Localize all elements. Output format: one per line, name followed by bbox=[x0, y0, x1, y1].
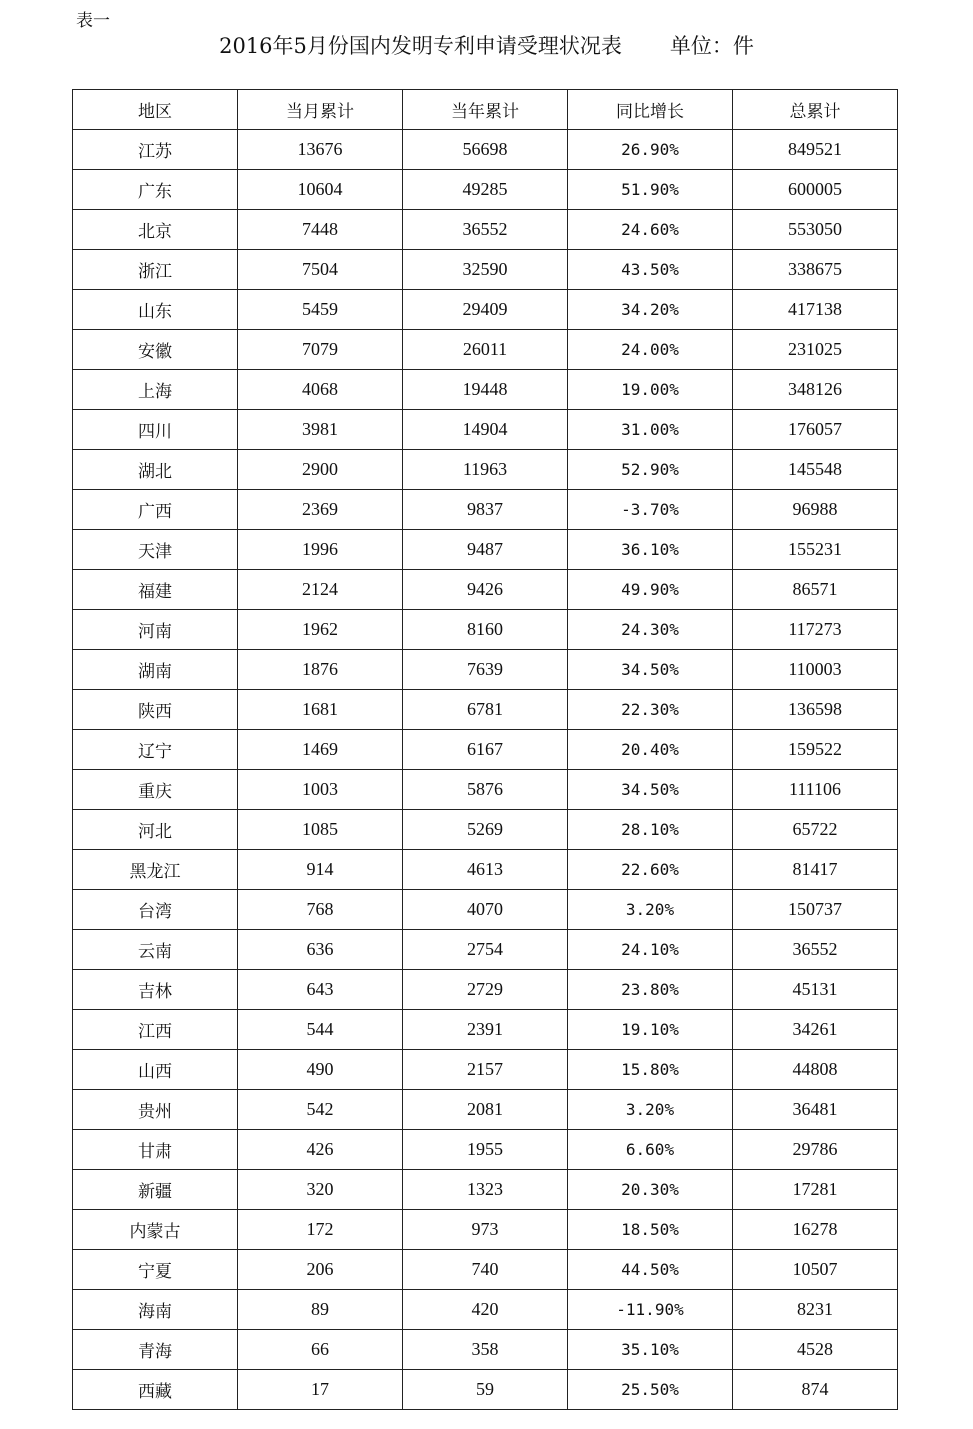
cell-month-total: 1962 bbox=[238, 610, 403, 650]
cell-region: 黑龙江 bbox=[73, 850, 238, 890]
cell-year-total: 420 bbox=[403, 1290, 568, 1330]
cell-region: 北京 bbox=[73, 210, 238, 250]
cell-yoy-growth: 20.30% bbox=[568, 1170, 733, 1210]
cell-region: 河南 bbox=[73, 610, 238, 650]
cell-region: 西藏 bbox=[73, 1370, 238, 1410]
cell-yoy-growth: 3.20% bbox=[568, 1090, 733, 1130]
table-row bbox=[73, 690, 898, 730]
cell-region: 甘肃 bbox=[73, 1130, 238, 1170]
cell-region: 福建 bbox=[73, 570, 238, 610]
cell-month-total: 3981 bbox=[238, 410, 403, 450]
header-month-total: 当月累计 bbox=[238, 90, 403, 130]
cell-grand-total: 849521 bbox=[733, 130, 898, 170]
cell-grand-total: 117273 bbox=[733, 610, 898, 650]
cell-month-total: 7079 bbox=[238, 330, 403, 370]
table-row bbox=[73, 1370, 898, 1410]
cell-region: 云南 bbox=[73, 930, 238, 970]
cell-grand-total: 150737 bbox=[733, 890, 898, 930]
cell-year-total: 2081 bbox=[403, 1090, 568, 1130]
cell-year-total: 1323 bbox=[403, 1170, 568, 1210]
header-yoy-growth: 同比增长 bbox=[568, 90, 733, 130]
table-row bbox=[73, 570, 898, 610]
cell-region: 河北 bbox=[73, 810, 238, 850]
table-row bbox=[73, 1210, 898, 1250]
cell-yoy-growth: 24.60% bbox=[568, 210, 733, 250]
cell-region: 辽宁 bbox=[73, 730, 238, 770]
table-row bbox=[73, 930, 898, 970]
table-row bbox=[73, 1050, 898, 1090]
table-row bbox=[73, 970, 898, 1010]
cell-year-total: 740 bbox=[403, 1250, 568, 1290]
cell-yoy-growth: 43.50% bbox=[568, 250, 733, 290]
table-row bbox=[73, 1010, 898, 1050]
cell-month-total: 544 bbox=[238, 1010, 403, 1050]
cell-yoy-growth: 44.50% bbox=[568, 1250, 733, 1290]
cell-year-total: 6781 bbox=[403, 690, 568, 730]
cell-region: 湖北 bbox=[73, 450, 238, 490]
table-header-row bbox=[73, 90, 898, 130]
cell-grand-total: 36481 bbox=[733, 1090, 898, 1130]
cell-grand-total: 553050 bbox=[733, 210, 898, 250]
cell-year-total: 29409 bbox=[403, 290, 568, 330]
cell-yoy-growth: 35.10% bbox=[568, 1330, 733, 1370]
cell-year-total: 8160 bbox=[403, 610, 568, 650]
table-row bbox=[73, 450, 898, 490]
cell-grand-total: 155231 bbox=[733, 530, 898, 570]
cell-year-total: 2754 bbox=[403, 930, 568, 970]
cell-yoy-growth: 18.50% bbox=[568, 1210, 733, 1250]
cell-region: 天津 bbox=[73, 530, 238, 570]
cell-region: 陕西 bbox=[73, 690, 238, 730]
cell-yoy-growth: 34.50% bbox=[568, 770, 733, 810]
cell-yoy-growth: 22.30% bbox=[568, 690, 733, 730]
cell-month-total: 1469 bbox=[238, 730, 403, 770]
cell-month-total: 542 bbox=[238, 1090, 403, 1130]
cell-year-total: 14904 bbox=[403, 410, 568, 450]
cell-month-total: 490 bbox=[238, 1050, 403, 1090]
title-text: 2016年5月份国内发明专利申请受理状况表 bbox=[219, 34, 622, 58]
table-row bbox=[73, 730, 898, 770]
table-row bbox=[73, 1250, 898, 1290]
page-title bbox=[0, 30, 973, 60]
cell-grand-total: 96988 bbox=[733, 490, 898, 530]
cell-region: 安徽 bbox=[73, 330, 238, 370]
table-row bbox=[73, 1170, 898, 1210]
cell-region: 浙江 bbox=[73, 250, 238, 290]
table-row bbox=[73, 370, 898, 410]
cell-grand-total: 159522 bbox=[733, 730, 898, 770]
cell-yoy-growth: 6.60% bbox=[568, 1130, 733, 1170]
cell-grand-total: 16278 bbox=[733, 1210, 898, 1250]
cell-yoy-growth: 24.00% bbox=[568, 330, 733, 370]
cell-month-total: 1003 bbox=[238, 770, 403, 810]
table-row bbox=[73, 890, 898, 930]
cell-month-total: 1681 bbox=[238, 690, 403, 730]
cell-region: 吉林 bbox=[73, 970, 238, 1010]
table-label: 表一 bbox=[76, 11, 110, 31]
cell-year-total: 19448 bbox=[403, 370, 568, 410]
cell-year-total: 7639 bbox=[403, 650, 568, 690]
cell-month-total: 426 bbox=[238, 1130, 403, 1170]
cell-grand-total: 874 bbox=[733, 1370, 898, 1410]
cell-region: 内蒙古 bbox=[73, 1210, 238, 1250]
cell-month-total: 1876 bbox=[238, 650, 403, 690]
table-row bbox=[73, 210, 898, 250]
cell-month-total: 172 bbox=[238, 1210, 403, 1250]
cell-grand-total: 417138 bbox=[733, 290, 898, 330]
cell-region: 宁夏 bbox=[73, 1250, 238, 1290]
table-row bbox=[73, 290, 898, 330]
cell-grand-total: 17281 bbox=[733, 1170, 898, 1210]
cell-month-total: 13676 bbox=[238, 130, 403, 170]
cell-month-total: 914 bbox=[238, 850, 403, 890]
cell-region: 青海 bbox=[73, 1330, 238, 1370]
patent-table bbox=[72, 89, 898, 1410]
table-row bbox=[73, 410, 898, 450]
table-row bbox=[73, 1290, 898, 1330]
cell-region: 江苏 bbox=[73, 130, 238, 170]
cell-month-total: 17 bbox=[238, 1370, 403, 1410]
cell-grand-total: 65722 bbox=[733, 810, 898, 850]
cell-region: 四川 bbox=[73, 410, 238, 450]
cell-year-total: 2391 bbox=[403, 1010, 568, 1050]
cell-yoy-growth: 3.20% bbox=[568, 890, 733, 930]
cell-year-total: 11963 bbox=[403, 450, 568, 490]
cell-yoy-growth: 51.90% bbox=[568, 170, 733, 210]
cell-year-total: 2729 bbox=[403, 970, 568, 1010]
cell-grand-total: 10507 bbox=[733, 1250, 898, 1290]
cell-grand-total: 600005 bbox=[733, 170, 898, 210]
cell-year-total: 4613 bbox=[403, 850, 568, 890]
table-row bbox=[73, 530, 898, 570]
cell-grand-total: 29786 bbox=[733, 1130, 898, 1170]
cell-yoy-growth: 24.10% bbox=[568, 930, 733, 970]
cell-year-total: 5269 bbox=[403, 810, 568, 850]
cell-region: 湖南 bbox=[73, 650, 238, 690]
cell-month-total: 1085 bbox=[238, 810, 403, 850]
cell-region: 山西 bbox=[73, 1050, 238, 1090]
cell-month-total: 66 bbox=[238, 1330, 403, 1370]
cell-grand-total: 8231 bbox=[733, 1290, 898, 1330]
cell-month-total: 10604 bbox=[238, 170, 403, 210]
cell-yoy-growth: 52.90% bbox=[568, 450, 733, 490]
cell-grand-total: 44808 bbox=[733, 1050, 898, 1090]
cell-month-total: 320 bbox=[238, 1170, 403, 1210]
cell-year-total: 9837 bbox=[403, 490, 568, 530]
cell-yoy-growth: 25.50% bbox=[568, 1370, 733, 1410]
cell-year-total: 59 bbox=[403, 1370, 568, 1410]
table-row bbox=[73, 330, 898, 370]
cell-month-total: 2369 bbox=[238, 490, 403, 530]
cell-yoy-growth: 31.00% bbox=[568, 410, 733, 450]
table-row bbox=[73, 770, 898, 810]
cell-grand-total: 176057 bbox=[733, 410, 898, 450]
cell-year-total: 5876 bbox=[403, 770, 568, 810]
cell-yoy-growth: -3.70% bbox=[568, 490, 733, 530]
cell-grand-total: 111106 bbox=[733, 770, 898, 810]
cell-grand-total: 231025 bbox=[733, 330, 898, 370]
cell-yoy-growth: 36.10% bbox=[568, 530, 733, 570]
header-grand-total: 总累计 bbox=[733, 90, 898, 130]
table-body bbox=[73, 130, 898, 1410]
cell-yoy-growth: 19.00% bbox=[568, 370, 733, 410]
cell-region: 台湾 bbox=[73, 890, 238, 930]
table-row bbox=[73, 850, 898, 890]
table-row bbox=[73, 130, 898, 170]
cell-year-total: 26011 bbox=[403, 330, 568, 370]
cell-yoy-growth: 28.10% bbox=[568, 810, 733, 850]
table-row bbox=[73, 810, 898, 850]
table-row bbox=[73, 650, 898, 690]
cell-month-total: 2124 bbox=[238, 570, 403, 610]
cell-year-total: 9426 bbox=[403, 570, 568, 610]
cell-region: 贵州 bbox=[73, 1090, 238, 1130]
cell-year-total: 56698 bbox=[403, 130, 568, 170]
table-row bbox=[73, 170, 898, 210]
cell-yoy-growth: 19.10% bbox=[568, 1010, 733, 1050]
cell-month-total: 768 bbox=[238, 890, 403, 930]
cell-month-total: 89 bbox=[238, 1290, 403, 1330]
cell-yoy-growth: 34.50% bbox=[568, 650, 733, 690]
cell-yoy-growth: 22.60% bbox=[568, 850, 733, 890]
cell-month-total: 7504 bbox=[238, 250, 403, 290]
cell-month-total: 636 bbox=[238, 930, 403, 970]
cell-month-total: 206 bbox=[238, 1250, 403, 1290]
cell-month-total: 643 bbox=[238, 970, 403, 1010]
cell-grand-total: 36552 bbox=[733, 930, 898, 970]
unit-text: 单位：件 bbox=[669, 34, 754, 58]
table-row bbox=[73, 250, 898, 290]
table-row bbox=[73, 1330, 898, 1370]
cell-yoy-growth: 26.90% bbox=[568, 130, 733, 170]
cell-year-total: 4070 bbox=[403, 890, 568, 930]
cell-region: 海南 bbox=[73, 1290, 238, 1330]
table-row bbox=[73, 1130, 898, 1170]
cell-grand-total: 81417 bbox=[733, 850, 898, 890]
cell-yoy-growth: 15.80% bbox=[568, 1050, 733, 1090]
cell-month-total: 5459 bbox=[238, 290, 403, 330]
cell-grand-total: 348126 bbox=[733, 370, 898, 410]
cell-month-total: 1996 bbox=[238, 530, 403, 570]
cell-year-total: 358 bbox=[403, 1330, 568, 1370]
cell-region: 广西 bbox=[73, 490, 238, 530]
cell-grand-total: 136598 bbox=[733, 690, 898, 730]
cell-region: 广东 bbox=[73, 170, 238, 210]
cell-region: 江西 bbox=[73, 1010, 238, 1050]
cell-region: 重庆 bbox=[73, 770, 238, 810]
table-row bbox=[73, 610, 898, 650]
cell-year-total: 49285 bbox=[403, 170, 568, 210]
cell-region: 山东 bbox=[73, 290, 238, 330]
table-row bbox=[73, 490, 898, 530]
cell-region: 上海 bbox=[73, 370, 238, 410]
cell-year-total: 973 bbox=[403, 1210, 568, 1250]
cell-year-total: 1955 bbox=[403, 1130, 568, 1170]
cell-yoy-growth: 23.80% bbox=[568, 970, 733, 1010]
cell-yoy-growth: 20.40% bbox=[568, 730, 733, 770]
cell-region: 新疆 bbox=[73, 1170, 238, 1210]
cell-year-total: 9487 bbox=[403, 530, 568, 570]
cell-year-total: 32590 bbox=[403, 250, 568, 290]
cell-grand-total: 34261 bbox=[733, 1010, 898, 1050]
cell-grand-total: 86571 bbox=[733, 570, 898, 610]
cell-grand-total: 45131 bbox=[733, 970, 898, 1010]
cell-grand-total: 338675 bbox=[733, 250, 898, 290]
table-row bbox=[73, 1090, 898, 1130]
cell-month-total: 4068 bbox=[238, 370, 403, 410]
header-region: 地区 bbox=[73, 90, 238, 130]
cell-year-total: 6167 bbox=[403, 730, 568, 770]
header-year-total: 当年累计 bbox=[403, 90, 568, 130]
cell-grand-total: 4528 bbox=[733, 1330, 898, 1370]
cell-yoy-growth: 34.20% bbox=[568, 290, 733, 330]
cell-year-total: 2157 bbox=[403, 1050, 568, 1090]
cell-yoy-growth: 49.90% bbox=[568, 570, 733, 610]
cell-grand-total: 110003 bbox=[733, 650, 898, 690]
cell-year-total: 36552 bbox=[403, 210, 568, 250]
cell-month-total: 7448 bbox=[238, 210, 403, 250]
cell-yoy-growth: 24.30% bbox=[568, 610, 733, 650]
cell-yoy-growth: -11.90% bbox=[568, 1290, 733, 1330]
cell-month-total: 2900 bbox=[238, 450, 403, 490]
cell-grand-total: 145548 bbox=[733, 450, 898, 490]
